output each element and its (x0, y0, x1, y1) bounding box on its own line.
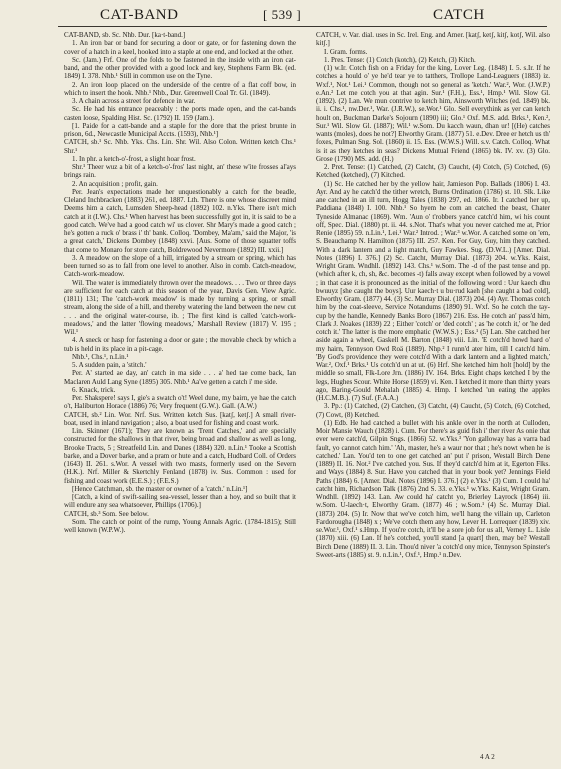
dictionary-paragraph: Shr.¹ Theer wuz a bit of a ketch-o'-fros' last night, an' these w'ite frosses al'ays brings rain. (64, 163, 296, 180)
dictionary-entry-head: CAT-BAND, sb. Sc. Nhb. Dur. [ka·t-band.] (64, 31, 186, 39)
dictionary-entry-head: CATCH, sb.² Lin. Wor. Nrf. Sus. Written ketch Sus. [katʃ, ketʃ.] A small river-boat, used in inland navigation ; also, a boat used for fishing and coast work. (64, 410, 296, 427)
dictionary-entry-head: CATCH, v. Var. dial. uses in Sc. Irel. Eng. and Amer. [katʃ, ketʃ, kitʃ, kotʃ, Wil. also kitʃ.] (316, 31, 550, 48)
dictionary-paragraph: Per. Jean's expectations made her unquestionably a catch for the beadle, Cleland Inchbracken (1883) 261, ed. 1887. Lth. There is one whose discreet mind Deems him a catch, Lumsden Sheep-head (1892) 102. n.Yks. There isn't mich catch at it (I.W.). Chs.¹ When harvest has been successfully got in, it is said to be a good catch. We've had a good catch wi' us clover. Shr Mary's made a good catch ; he's gotten a ruck o' brass i' th' bank. Colloq. 'Dombey, Ma'am,' said the Major, 'is a great catch,' Dickens Dombey (1848) xxvi. [Aus. Some of those squatter toffs that come to Monaro for store catch, Boldrewood Nevermore (1892) III. xxii.] (64, 187, 296, 254)
right-column (316, 31, 550, 559)
dictionary-paragraph: 1. In phr. a ketch-o'-frost, a slight hoar frost. (72, 154, 196, 163)
dictionary-paragraph: 2. An acquisition ; profit, gain. (72, 179, 158, 188)
dictionary-paragraph: Wil. The water is immediately thrown over the meadows. . . . Two or three days are sufficient for each catch at this season of the year, Davis Gen. View Agric. (1811) 131; The 'catch-work meadow' is made by turning a spring, or small stream, along the side of a hill, and thereby watering the land between the new cut . . . and the original water-course, ib. ; The first kind is called 'catch-work-meadows,' and the latter 'flowing meadows,' Marshall Review (1817) V. 195 ; Wil.¹ (64, 278, 296, 336)
dictionary-paragraph: Per. A' started ae day, an' catch in ma side . . . a' hed tae come back, Ian Maclaren Auld Lang Syne (1895) 305. Nhb.¹ Aa've getten a catch i' me side. (64, 369, 296, 386)
dictionary-paragraph: [Catch, a kind of swift-sailing sea-vessel, lesser than a hoy, and so built that it will endure any sea whatsoever, Phillips (1706).] (64, 493, 296, 510)
dictionary-paragraph: Per. Shakspere! says I, gie's a swatch o't! Weel dune, my bairn, ye hae the catch o't, Haliburton Horace (1886) 76; Very frequent (G.W.). Gall. (A.W.) (64, 394, 296, 411)
dictionary-paragraph: Sc. He had his entrance peaceably : the ports made open, and the cat-bands casten loose, Spalding Hist. Sc. (1792) II. 159 (Jam.). (64, 105, 296, 122)
dictionary-paragraph: 2. Pret. Tense: (1) Catched, (2) Catcht, (3) Caucht, (4) Cotch, (5) Cotched, (6) Ketched (ketched), (7) Kitched. (316, 163, 550, 180)
left-column (64, 31, 296, 534)
dictionary-paragraph: Som. The catch or point of the rump, Young Annals Agric. (1784-1815); Still well known (W.P.W.). (64, 517, 296, 534)
dictionary-paragraph: 3. Pp.: (1) Catched, (2) Catchen, (3) Catcht, (4) Caucht, (5) Cotch, (6) Cotched, (7) Cowt, (8) Ketched. (316, 402, 550, 419)
header-rule (58, 26, 547, 27)
dictionary-paragraph: 1. An iron bar or band for securing a door or gate, or for fastening down the cover of a hatch in a keel, hooked into a staple at one end, and locked at the other. (64, 39, 296, 56)
header-right-headword: CATCH (433, 7, 485, 23)
dictionary-paragraph: 4. A sneck or hasp for fastening a door or gate ; the movable check by which a tub is held in its place in a pit-cage. (64, 336, 296, 353)
dictionary-entry-head: CATCH, sb.³ Som. See below. (64, 509, 149, 518)
page-number: [ 539 ] (263, 7, 302, 22)
header-left-headword: CAT-BAND (100, 7, 179, 23)
dictionary-paragraph: 5. A sudden pain, a 'stitch.' (72, 361, 147, 369)
dictionary-paragraph: 6. Knack, trick. (72, 385, 116, 394)
dictionary-paragraph: (1) Edb. He had catched a bullet with his ankle over in the north at Culloden, Moir Mansie Wauch (1828) i. Cum. For there's as guid fish i' ther river As onie that ever were catch'd, Gilpin Sngs. (1866) 52. w.Yks.³ 'Yon galloway has a varra bad fault, yo cannot catch him.' 'Ah, master, he's a waur nor that ; he's nowt when he is catched.' Lan. You'd ten to one get catched an' put i' prison, Westall Birch Dene (1889) II. 16. Not.² I've catched you. Sus. If they'd catch'd him at it, Egerton Flks. and Ways (1884) 8. Sur. Have you catched that in your book yet? Jennings Field Paths (1884) 6. [Amer. Dial. Notes (1896) I. 376.] (2) e.Yks.¹ (3) Cum. I could ha' catcht him, Richardson Talk (1876) 2nd S. 33. e.Yks.¹ w.Yks. Kaist, Wright Gram. Wndhll. (1892) 143. Lan. Aw could ha' catcht yo, Brierley Layrock (1864) iii. w.Som. U-laech·t, Elworthy Gram. (1877) 46 ; w.Som.¹ (4) Sc. Murray Dial. (1873) 204. (5) Ir. Now that we've cotch him, we'll hang the villain up, Carleton Fardorougha (1848) x ; We've cotch them any how, Lever H. Lorrequer (1839) xiv. se.Wor.¹, Oxf.¹ s.Hmp. If you're cotch, it'll be a sore job for us all, Verney L. Lisle (1870) xiii. (6) Lan. If he's cotched, you'll stand [a quart] then, may be? Westall Birch Dene (1889) II. 3. Lin. Thou'd niver 'a cotch'd ony mice, Tennyson Spinster's Sweet-arts (1885) st. 9. n.Lin.¹, Oxf.¹, Hmp.¹ n.Dev. (316, 418, 550, 559)
dictionary-paragraph: Lin. Skinner (1671); They are known as 'Trent Catches,' and are specially constructed for the shallows in that river, being broad and shallow as well as long, Brooke Tracts, 5 ; Streatfeild Lin. and Danes (1884) 320. n.Lin.¹ Tooke a Scottish barke, and a Dover barke, and a pram or hute and a catch, Hudbard Coll. of Orders (1643) II. 261. s.Wor. A vessel with two masts, formerly used on the Severn (H.K.). Nrf. Miller & Skertchly Fenland (1878) iv. Sus. Common : used for fishing and coast work (E.E.S.) ; (F.E.S.) (64, 427, 296, 485)
dictionary-paragraph: 3. A chain across a street for defence in war. (72, 97, 196, 105)
dictionary-paragraph: (1) w.Ir. Cotch fish on a Friday for the king, Lover Leg. (1848) I. 5. s.Ir. If he cotches a hould o' ye he'd tear ye to tatthers, Trollope Land-Leaguers (1883) iz. Wxf.¹, Not.¹ Lei.¹ Common, though not so general as 'ketch.' War.², Wor. (J.W.P.) e.An.² Let me cotch you at that agin. Sur.¹ (F.H.), Ess.¹, Hmp.¹ Wil. Slow Gl. (1892). (2) Lan. We mun contrive to ketch him, Ainsworth Witches (ed. 1849) bk. ii. i. Chs.¹, nw.Der.¹, War. (J.R.W.), se.Wor.¹ Glo. Sell everythink as yer can ketch hoult on, Buckman Darke's Sojourn (1890) iii; Glo.¹ Oxf. M.S. add. Brks.¹, Ken.², Sur.¹ Wil. Slow Gl. (1887); Wil.¹ w.Som. Du kacch waun, dhan ur! [(He) catches wants (moles), does he not?] Elworthy Gram. (1877) 51. e.Dev. Dree er hetch us th' foxes, Pulman Sng. Sol. (1860) ii. 15. Ess. (W.W.S.) Will. s.v. Catch. Colloq. What is it as they ketches in seas? Dickens Mutual Friend (1865) bk. IV. xv. (3) Glo. Grose (1790) MS. add. (H.) (316, 64, 550, 163)
dictionary-paragraph: (1) Sc. He catched her by the yellow hair, Jamieson Pop. Ballads (1806) I. 43. Ayr. And ay he catch'd the tither wretch, Burns Ordination (1786) st. 10. Slk. Like ane catched in an ill turn, Hogg Tales (1838) 297, ed. 1866. Ir. I catched her up, Paddiana (1848) I. 100. Nhb.¹ So hyem he com an catched the beast, Chater Tyneside Almanac (1869). Wm. 'Aun o' t'robbers yance catch'd him, wi his count off, Spec. Dial. (1880) pt. ii. 44. s.Not. That's what you never catched me at, Prior Renie (1895) 59. n.Lin.¹, Lei.¹ War.² Introd. ; War.³ w.Wor. A catched some on 'em, S. Beauchamp N. Hamilton (1875) III. 257. Ken. For Guy, Guy, him they catched. With a dark lantern and a light match, Guy Fawkes. Sug. (D.W.L.) [Amer. Dial. Notes (1896) I. 376.] (2) Sc. Catcht, Murray Dial. (1873) 204. w.Yks. Kaist, Wright Gram. Wndhll. (1892) 143. Chs.¹ w.Som. The -d of the past tense and pp. (which after k, ch, sh, &c. becomes -t) falls away except when followed by a vowel ; in that case it is pronounced as the initial of the following word : Uur kaech dhu bwuuyz [she caught the boys]. Uur kaech·t u bu·rud kaeh [she caught a bad cold], Elworthy Gram. (1877) 44. (3) Sc. Murray Dial. (1873) 204. (4) Ayr. Thomas cotch him by the coat-sleeve, Service Notandums (1890) 91. Wxf. So he cotch the tay-cup by the handle, Kennedy Banks Boro (1867) 216. Ess. He cotch an' pass'd him, Clark J. Noakes (1839) 22 ; Either 'cotch' or 'ded cotch' ; as 'he cotch it,' or 'he ded cotch it.' The latter is the more emphatic (W.W.S.) ; Ess.¹ (5) Lan. She catched her aside again a wheel, Gaskell M. Barton (1848) viii. Lin. 'E cotch'd howd hard o' my hairn, Tennyson Owd Roä (1889). Nhp.² I runn'd ater him, till I catch'd him. 'By God's providence they were cotch'd With a dark lantern and a lighted match,' War.², Oxf.¹ Brks.¹ Us cotch'd un at ut. (6) Hrf. She ketched him holt [hold] by the middle so small, Flk-Lore Jrn. (1886) IV. 164. Brks. Eight chaps ketched I by the legs, Hughes Scour. White Horse (1859) vi. Ken. I ketched it more than thirty years ago, Baring-Gould Mehalah (1885) 4. Hmp. I ketched 'un eating the apples (H.C.M.B.). (7) Suf. (F.A.A.) (316, 179, 550, 402)
dictionary-paragraph: 1. Pres. Tense: (1) Cotch (kotch), (2) Ketch, (3) Kitch. (324, 55, 476, 64)
running-header (58, 7, 547, 25)
dictionary-paragraph: 2. An iron loop placed on the underside of the centre of a flat coff bow, in which to insert the hook. Nhb.¹ Nhb., Dur. Greenwell Coal Tr. Gl. (1849). (64, 80, 296, 97)
signature-mark: 4 A 2 (480, 753, 495, 761)
dictionary-paragraph: Nhb.¹, Chs.¹, n.Lin.¹ (72, 352, 129, 361)
dictionary-paragraph: Sc. (Jam.) Frf. One of the folds to be fastened in the inside with an iron cat-band, and the other provided with a good lock and key, Stephens Farm Bk. (ed. 1849) I. 378. Nhb.¹ Still in common use on the Tyne. (64, 55, 296, 81)
dictionary-entry-head: CATCH, sb.¹ Sc. Nhb. Yks. Chs. Lin. Shr. Wil. Also Colon. Written ketch Chs.¹ Shr.¹ (64, 138, 296, 155)
dictionary-paragraph: I. Gram. forms. (324, 47, 368, 56)
dictionary-paragraph: [Hence Catchman, sb. the master or owner of a 'catch.' n.Lin.¹] (72, 484, 248, 493)
dictionary-paragraph: [1. Paide for a catt-bande and a staple for the dore that the priest brunte in prison, 6d., Newcastle Municipal Accts. (1593), Nhb.¹] (64, 121, 296, 138)
dictionary-paragraph: 3. A meadow on the slope of a hill, irrigated by a stream or spring, which has been turned so as to fall from one level to another. Also in comb. Catch-meadow, Catch-work-meadow. (64, 253, 296, 279)
